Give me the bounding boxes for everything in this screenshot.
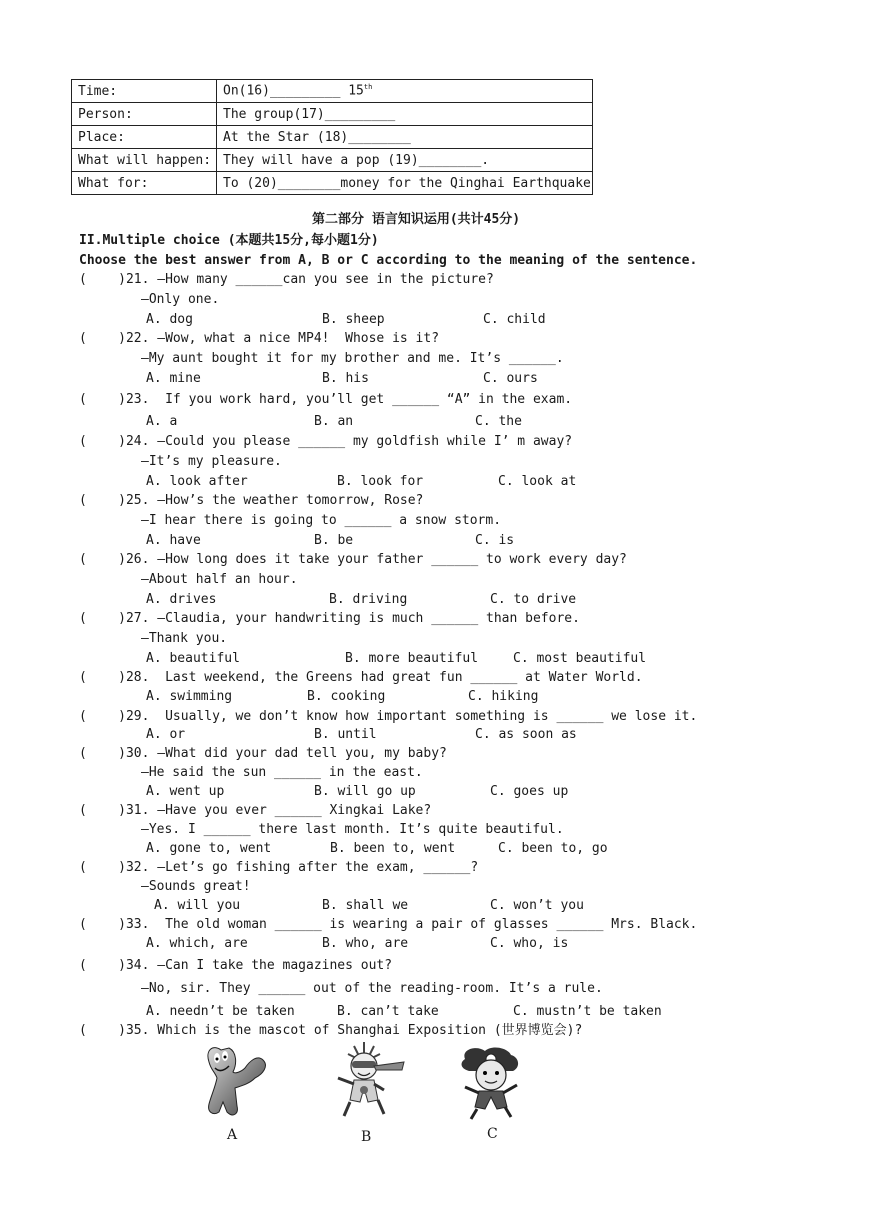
table-row	[72, 172, 593, 195]
table-row	[72, 80, 593, 103]
question-33	[79, 917, 697, 933]
question-line2: —Yes. I ______ there last month. It’s quite beautiful.	[141, 822, 564, 837]
question-number: ( )31.	[79, 803, 150, 818]
option-b: B. been to, went	[330, 841, 456, 856]
question-line2: —No, sir. They ______ out of the reading-room. It’s a rule.	[141, 981, 603, 996]
part-title: 第二部分 语言知识运用(共计45分)	[312, 212, 521, 227]
question-number: ( )21.	[79, 272, 150, 287]
option-c: C. been to, go	[498, 841, 608, 856]
option-b: B. until	[314, 727, 377, 742]
option-c: C. is	[475, 533, 515, 548]
option-b: B. his	[322, 371, 369, 386]
question-29	[79, 709, 697, 725]
option-b: B. look for	[337, 474, 424, 489]
question-31	[79, 803, 431, 819]
question-number: ( )33.	[79, 917, 150, 932]
question-26	[79, 552, 627, 568]
question-stem: The old woman ______ is wearing a pair of glasses ______ Mrs. Black.	[157, 917, 698, 932]
option-c: C. the	[475, 414, 522, 429]
table-value: They will have a pop (19)________.	[217, 149, 593, 172]
option-a: A. went up	[146, 784, 225, 799]
option-c: C. goes up	[490, 784, 569, 799]
option-b: B. an	[314, 414, 354, 429]
table-value: At the Star (18)________	[217, 126, 593, 149]
question-number: ( )24.	[79, 434, 150, 449]
option-b: B. be	[314, 533, 354, 548]
option-a: A. have	[146, 533, 201, 548]
question-22	[79, 331, 439, 347]
option-c: C. ours	[483, 371, 538, 386]
option-a: A. which, are	[146, 936, 248, 951]
question-line2: —Sounds great!	[141, 879, 251, 894]
option-b: B. sheep	[322, 312, 385, 327]
question-number: ( )28.	[79, 670, 150, 685]
question-number: ( )26.	[79, 552, 150, 567]
option-b: B. cooking	[307, 689, 386, 704]
question-35	[79, 1023, 582, 1039]
question-34	[79, 958, 392, 974]
question-25	[79, 493, 423, 509]
mascot-b-image	[324, 1040, 410, 1122]
question-line2: —About half an hour.	[141, 572, 298, 587]
option-b: B. who, are	[322, 936, 409, 951]
option-a: A. dog	[146, 312, 193, 327]
table-value-text: On(16)_________ 15	[223, 83, 364, 99]
table-row	[72, 126, 593, 149]
option-c: C. mustn’t be taken	[513, 1004, 662, 1019]
question-line2: —It’s my pleasure.	[141, 454, 282, 469]
image-label-c: C	[487, 1126, 498, 1142]
question-stem: Last weekend, the Greens had great fun ______ at Water World.	[157, 670, 643, 685]
question-number: ( )35.	[79, 1023, 150, 1038]
table-key: Time:	[72, 80, 217, 103]
question-27	[79, 611, 580, 627]
option-a: A. will you	[154, 898, 241, 913]
question-number: ( )27.	[79, 611, 150, 626]
option-c: C. hiking	[468, 689, 539, 704]
question-number: ( )22.	[79, 331, 150, 346]
option-a: A. gone to, went	[146, 841, 272, 856]
option-a: A. or	[146, 727, 186, 742]
image-label-b: B	[361, 1129, 372, 1145]
option-a: A. swimming	[146, 689, 233, 704]
question-28	[79, 670, 643, 686]
option-a: A. look after	[146, 474, 248, 489]
question-number: ( )30.	[79, 746, 150, 761]
instruction: Choose the best answer from A, B or C according to the meaning of the sentence.	[79, 253, 698, 268]
option-c: C. look at	[498, 474, 577, 489]
option-c: C. most beautiful	[513, 651, 647, 666]
section-heading: II.Multiple choice (本题共15分,每小题1分)	[79, 233, 379, 248]
question-stem: —Let’s go fishing after the exam, ______?	[157, 860, 479, 875]
option-b: B. more beautiful	[345, 651, 479, 666]
option-a: A. a	[146, 414, 178, 429]
question-stem: Usually, we don’t know how important something is ______ we lose it.	[157, 709, 698, 724]
table-value: To (20)________money for the Qinghai Earthquake	[217, 172, 593, 195]
table-row	[72, 103, 593, 126]
question-stem: —What did your dad tell you, my baby?	[157, 746, 447, 761]
option-a: A. beautiful	[146, 651, 240, 666]
option-c: C. child	[483, 312, 546, 327]
question-number: ( )23.	[79, 392, 150, 407]
table-value: The group(17)_________	[217, 103, 593, 126]
question-stem: —Can I take the magazines out?	[157, 958, 393, 973]
superscript: th	[363, 83, 373, 92]
option-c: C. as soon as	[475, 727, 577, 742]
question-24	[79, 434, 572, 450]
question-line2: —I hear there is going to ______ a snow storm.	[141, 513, 502, 528]
option-a: A. mine	[146, 371, 201, 386]
question-number: ( )34.	[79, 958, 150, 973]
question-stem: —Have you ever ______ Xingkai Lake?	[157, 803, 432, 818]
table-key: What for:	[72, 172, 217, 195]
table-key: Place:	[72, 126, 217, 149]
question-30	[79, 746, 447, 762]
question-stem: —How’s the weather tomorrow, Rose?	[157, 493, 424, 508]
option-c: C. won’t you	[490, 898, 584, 913]
option-b: B. can’t take	[337, 1004, 439, 1019]
question-23	[79, 392, 572, 408]
question-number: ( )25.	[79, 493, 150, 508]
question-line2: —Thank you.	[141, 631, 228, 646]
option-b: B. shall we	[322, 898, 409, 913]
table-key: Person:	[72, 103, 217, 126]
question-number: ( )29.	[79, 709, 150, 724]
image-label-a: A	[227, 1127, 238, 1143]
table-row	[72, 149, 593, 172]
question-number: ( )32.	[79, 860, 150, 875]
question-stem: —Claudia, your handwriting is much ______ than before.	[157, 611, 580, 626]
mascot-a-image	[193, 1042, 279, 1122]
option-b: B. driving	[329, 592, 408, 607]
option-a: A. needn’t be taken	[146, 1004, 295, 1019]
mascot-c-image	[455, 1045, 527, 1121]
option-b: B. will go up	[314, 784, 416, 799]
question-line2: —Only one.	[141, 292, 220, 307]
question-stem: —How long does it take your father ______ to work every day?	[157, 552, 627, 567]
option-a: A. drives	[146, 592, 217, 607]
question-stem: —Wow, what a nice MP4! Whose is it?	[157, 331, 440, 346]
question-32	[79, 860, 478, 876]
question-stem: Which is the mascot of Shanghai Exposition (世界博览会)?	[157, 1023, 583, 1038]
question-stem: —How many ______can you see in the picture?	[157, 272, 494, 287]
question-line2: —He said the sun ______ in the east.	[141, 765, 423, 780]
question-stem: —Could you please ______ my goldfish while I’ m away?	[157, 434, 573, 449]
option-c: C. who, is	[490, 936, 569, 951]
option-c: C. to drive	[490, 592, 577, 607]
question-line2: —My aunt bought it for my brother and me. It’s ______.	[141, 351, 564, 366]
event-info-table	[71, 79, 593, 195]
table-value	[217, 80, 593, 103]
question-21	[79, 272, 494, 288]
question-stem: If you work hard, you’ll get ______ “A” in the exam.	[157, 392, 573, 407]
table-key: What will happen:	[72, 149, 217, 172]
